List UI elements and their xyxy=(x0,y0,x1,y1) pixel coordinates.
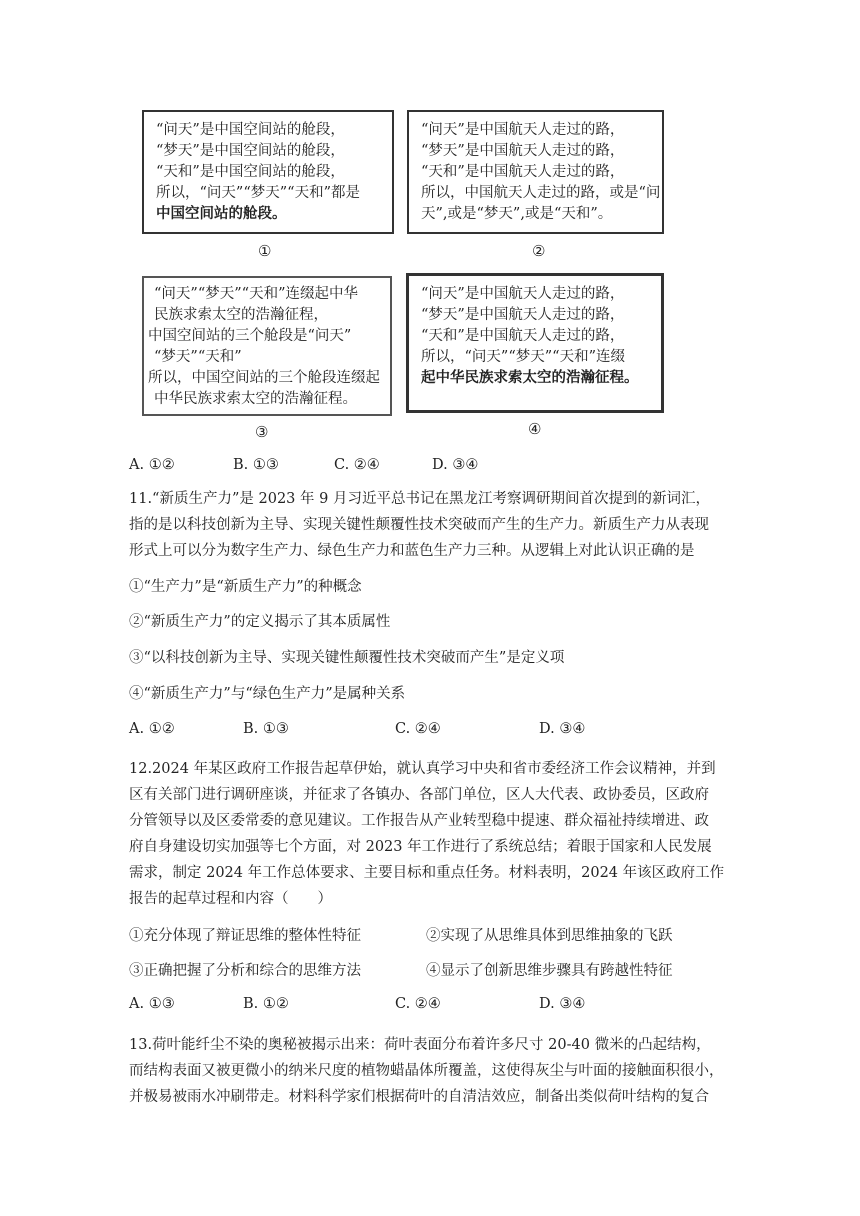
option-d: D. ③④ xyxy=(432,457,479,473)
box-line: 中华民族求索太空的浩瀚征程。 xyxy=(154,391,357,407)
box-line: 所以，“问天”“梦天”“天和”都是 xyxy=(156,185,360,201)
option-b: B. ①③ xyxy=(233,457,279,473)
box-line: “问天”是中国空间站的舱段， xyxy=(156,122,345,138)
q11-stem-line: 11.“新质生产力”是 2023 年 9 月习近平总书记在黑龙江考察调研期间首次提到的新词汇， xyxy=(129,491,710,507)
box-line: “梦天”是中国空间站的舱段， xyxy=(156,143,345,159)
q12-stem-line: 报告的起草过程和内容（ ） xyxy=(129,891,332,907)
box-line-bold: 起中华民族求索太空的浩瀚征程。 xyxy=(421,370,639,386)
box-line: “天和”是中国航天人走过的路， xyxy=(421,328,625,344)
option-c: C. ②④ xyxy=(395,996,441,1012)
q12-stem-line: 分管领导以及区委常委的意见建议。工作报告从产业转型稳中提速、群众福祉持续增进、政 xyxy=(129,813,709,829)
box-line: 中国空间站的三个舱段是“问天” xyxy=(148,328,352,344)
box-line: 所以，中国航天人走过的路，或是“问 xyxy=(421,185,661,201)
box-line: “问天”“梦天”“天和”连缀起中华 xyxy=(154,286,358,302)
figure-label-3: ③ xyxy=(255,423,269,441)
box-line: 所以，“问天”“梦天”“天和”连缀 xyxy=(421,349,625,365)
syllogism-box-4 xyxy=(406,273,664,413)
q11-stem-line: 指的是以科技创新为主导、实现关键性颠覆性技术突破而产生的生产力。新质生产力从表现 xyxy=(129,517,709,533)
box-line: “梦天”是中国航天人走过的路， xyxy=(421,307,625,323)
box-line: 所以，中国空间站的三个舱段连缀起 xyxy=(148,370,380,386)
box-line: “天和”是中国空间站的舱段， xyxy=(156,164,345,180)
q12-item-2: ②实现了从思维具体到思维抽象的飞跃 xyxy=(426,928,673,944)
syllogism-box-3 xyxy=(142,276,392,416)
q12-stem-line: 府自身建设切实加强等七个方面，对 2023 年工作进行了系统总结；着眼于国家和人民发展 xyxy=(129,839,712,855)
box-line: “梦天”是中国航天人走过的路， xyxy=(421,143,625,159)
figure-label-4: ④ xyxy=(528,420,542,438)
q11-item-1: ①“生产力”是“新质生产力”的种概念 xyxy=(129,579,362,595)
box-line: “梦天”“天和” xyxy=(154,349,242,365)
q13-stem-line: 13.荷叶能纤尘不染的奥秘被揭示出来：荷叶表面分布着许多尺寸 20-40 微米的凸起结构， xyxy=(129,1037,711,1053)
box-line: “天和”是中国航天人走过的路， xyxy=(421,164,625,180)
q13-stem-line: 并极易被雨水冲刷带走。材料科学家们根据荷叶的自清洁效应，制备出类似荷叶结构的复合 xyxy=(129,1089,709,1105)
syllogism-box-2 xyxy=(407,110,664,234)
figure-label-1: ① xyxy=(258,242,272,260)
q12-item-1: ①充分体现了辩证思维的整体性特征 xyxy=(129,928,361,944)
box-line: “问天”是中国航天人走过的路， xyxy=(421,122,625,138)
q12-stem-line: 区有关部门进行调研座谈，并征求了各镇办、各部门单位，区人大代表、政协委员，区政府 xyxy=(129,787,709,803)
q11-item-2: ②“新质生产力”的定义揭示了其本质属性 xyxy=(129,614,391,630)
q11-item-4: ④“新质生产力”与“绿色生产力”是属种关系 xyxy=(129,686,406,702)
option-c: C. ②④ xyxy=(395,721,441,737)
box-line: 民族求索太空的浩瀚征程， xyxy=(154,307,328,323)
option-c: C. ②④ xyxy=(334,457,380,473)
option-a: A. ①② xyxy=(129,457,175,473)
option-b: B. ①② xyxy=(243,996,289,1012)
option-a: A. ①③ xyxy=(129,996,175,1012)
box-line: “问天”是中国航天人走过的路， xyxy=(421,286,625,302)
q11-stem-line: 形式上可以分为数字生产力、绿色生产力和蓝色生产力三种。从逻辑上对此认识正确的是 xyxy=(129,543,695,559)
q12-stem-line: 12.2024 年某区政府工作报告起草伊始，就认真学习中央和省市委经济工作会议精神，并到 xyxy=(129,761,716,777)
box-line-bold: 中国空间站的舱段。 xyxy=(156,206,287,222)
box-line: 天”,或是“梦天”,或是“天和”。 xyxy=(421,206,613,222)
q12-stem-line: 需求，制定 2024 年工作总体要求、主要目标和重点任务。材料表明，2024 年该区政府工作 xyxy=(129,865,725,881)
option-d: D. ③④ xyxy=(539,996,586,1012)
figure-label-2: ② xyxy=(532,242,546,260)
option-a: A. ①② xyxy=(129,721,175,737)
option-b: B. ①③ xyxy=(243,721,289,737)
option-d: D. ③④ xyxy=(539,721,586,737)
q12-item-3: ③正确把握了分析和综合的思维方法 xyxy=(129,963,361,979)
q11-item-3: ③“以科技创新为主导、实现关键性颠覆性技术突破而产生”是定义项 xyxy=(129,650,565,666)
q12-item-4: ④显示了创新思维步骤具有跨越性特征 xyxy=(426,963,673,979)
syllogism-box-1 xyxy=(142,110,394,234)
q13-stem-line: 而结构表面又被更微小的纳米尺度的植物蜡晶体所覆盖，这使得灰尘与叶面的接触面积很小， xyxy=(129,1063,724,1079)
